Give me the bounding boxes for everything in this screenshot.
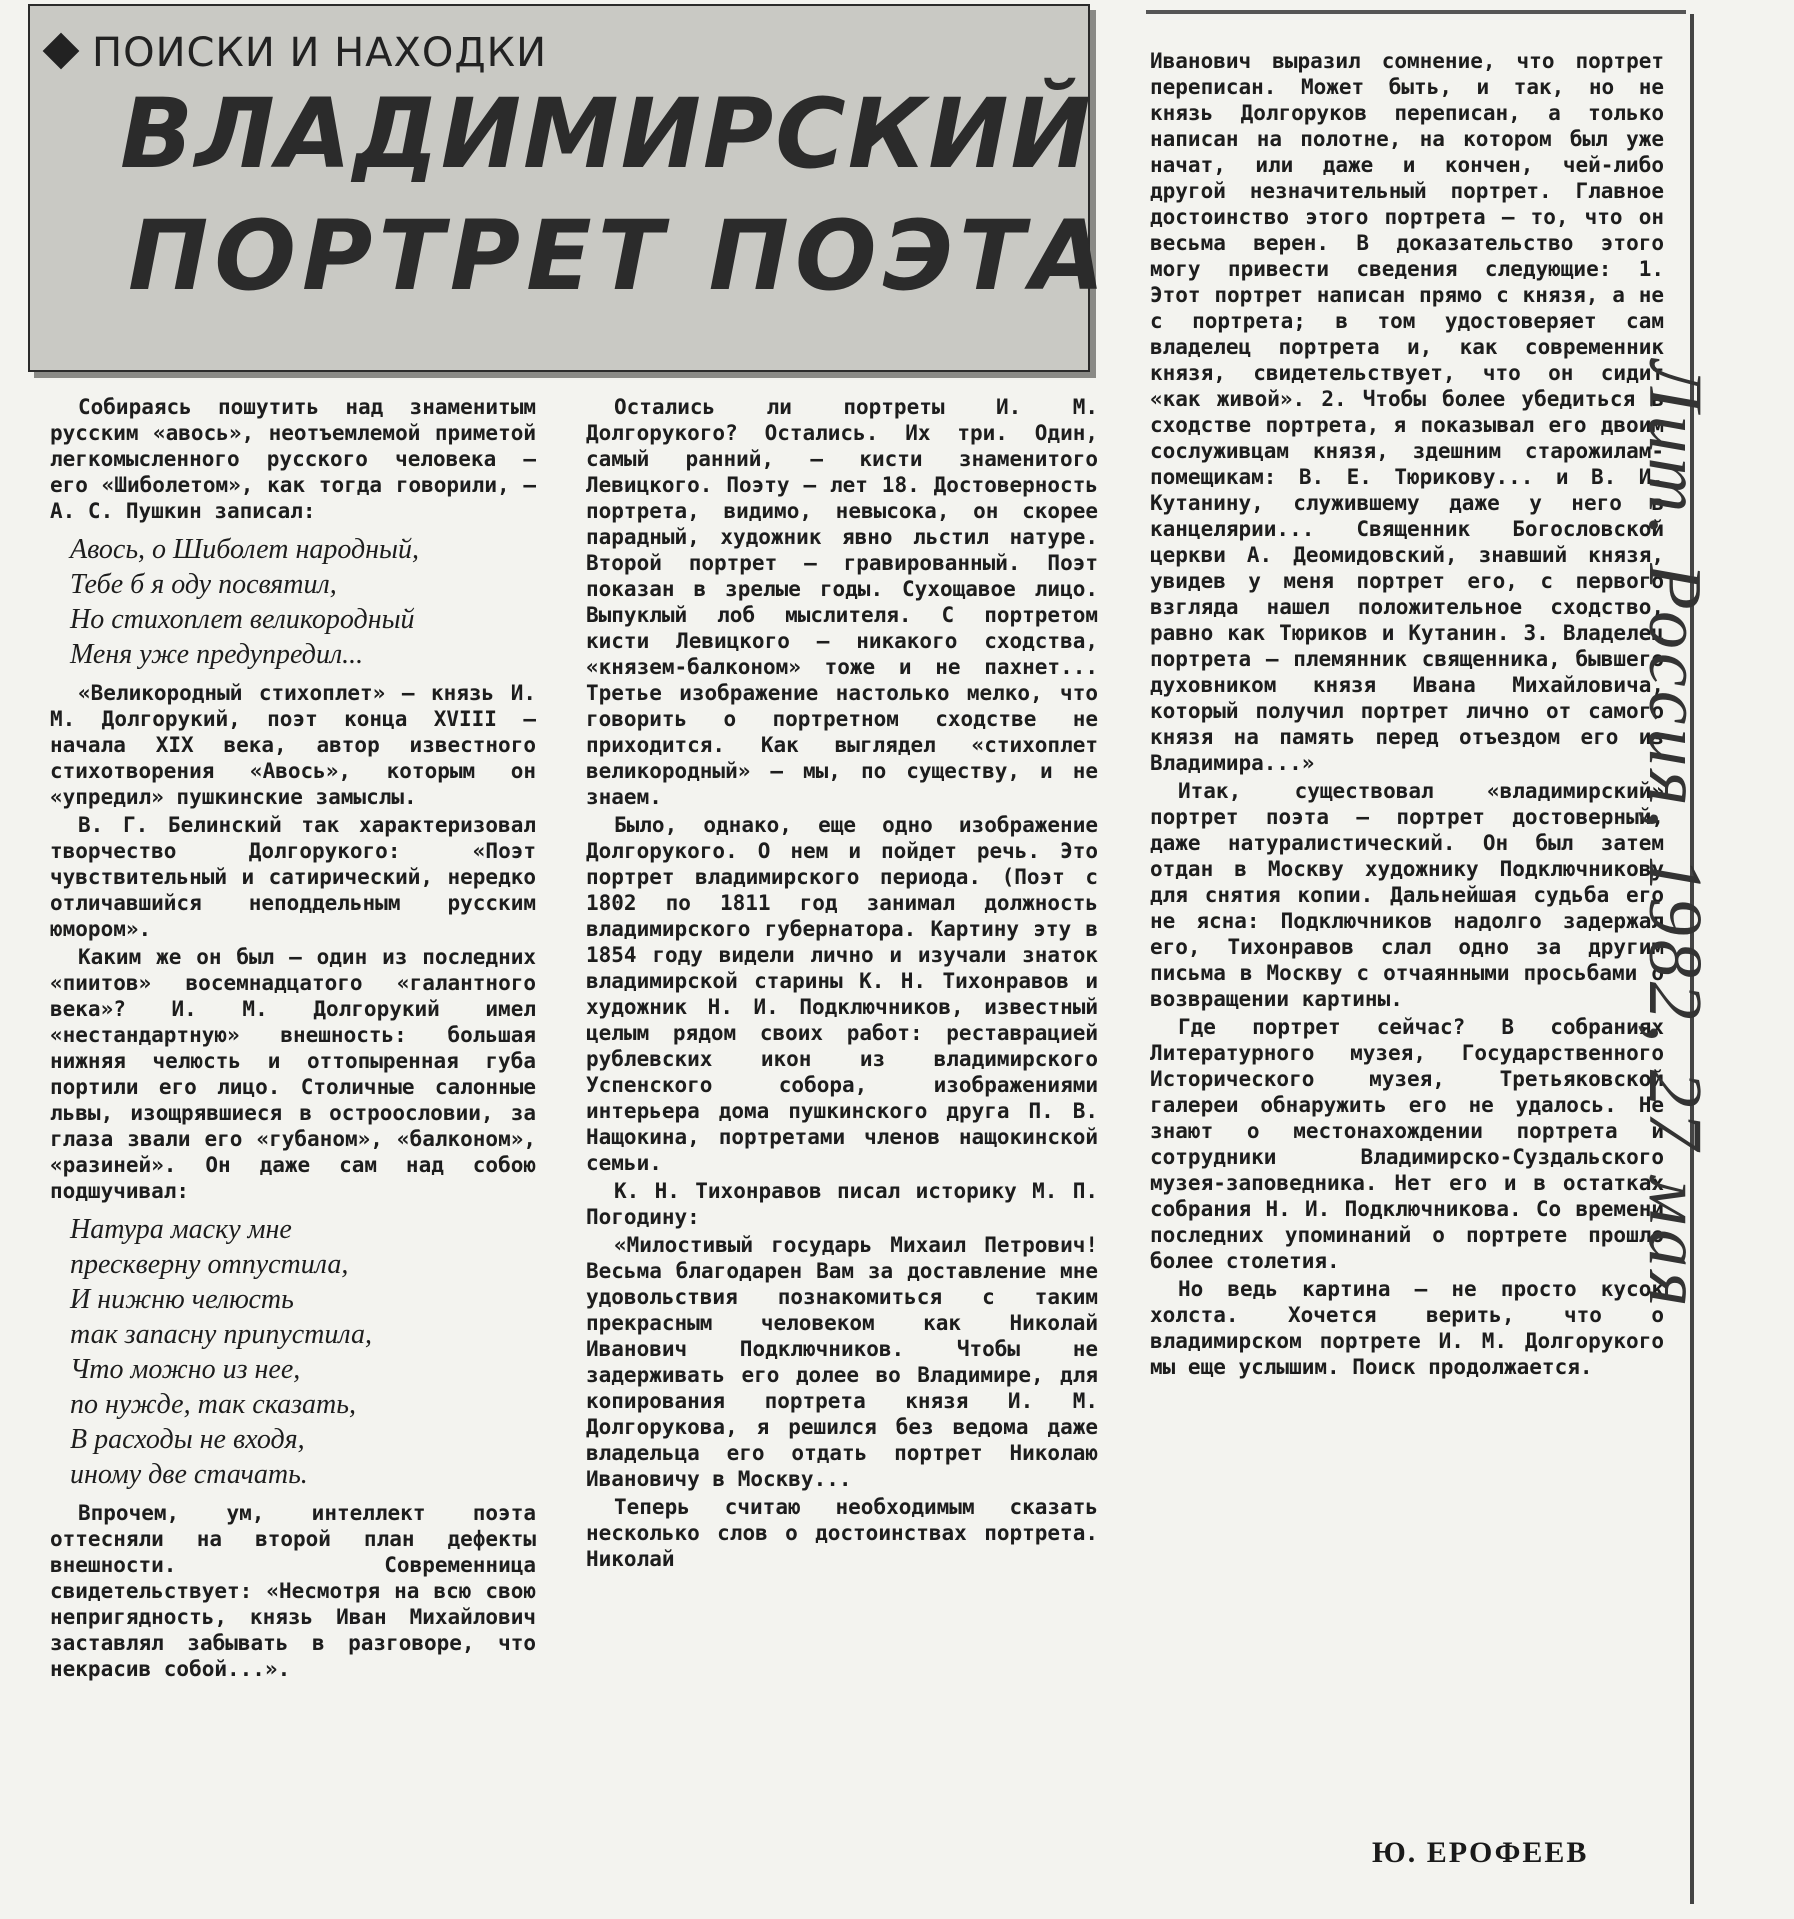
rubric bbox=[48, 30, 547, 76]
headline-line1: ВЛАДИМИРСКИЙ bbox=[120, 78, 1093, 190]
paragraph: Теперь считаю необходимым сказать несколько слов о достоинствах портрета. Николай bbox=[586, 1495, 1098, 1571]
paragraph: В. Г. Белинский так характеризовал творчество Долгорукого: «Поэт чувствительный и сатирический, нередко отличавшийся неподдельным русским юмором». bbox=[50, 813, 536, 941]
paragraph: Впрочем, ум, интеллект поэта оттесняли на второй план дефекты внешности. Современница свидетельствует: «Несмотря на всю свою непригядность, князь Иван Михайлович заставлял забывать в разговоре, что некрасив собой...». bbox=[50, 1501, 536, 1681]
paragraph: Где портрет сейчас? В собраниях Литературного музея, Государственного Исторического музея, Третьяковской галереи обнаружить его не удалось. Не знают о местонахождении портрета и сотрудники Владимирско-Суздальского музея-заповедника. Нет его и в остатках собрания Н. И. Подключникова. Со времени последних упоминаний о портрете прошло более столетия. bbox=[1150, 1015, 1664, 1273]
rubric-text: ПОИСКИ И НАХОДКИ bbox=[92, 30, 547, 76]
paragraph: Иванович выразил сомнение, что портрет переписан. Может быть, и так, но не князь Долгоруков переписан, а только написан на полотне, на котором был уже начат, или даже и кончен, чей-либо другой незначительный портрет. Главное достоинство этого портрета — то, что он весьма верен. В доказательство этого могу привести сведения следующие: 1. Этот портрет написан прямо с князя, а не с портрета; в том удостоверяет сам владелец портрета и, как современник князя, свидетельствует, что он сидит «как живой». 2. Чтобы более убедиться в сходстве портрета, я показывал его двоим сослуживцам князя, здешним старожилам-помещикам: В. Е. Тюрикову... и В. И. Кутанину, служившему даже у него в канцелярии... Священник Богословской церкви А. Деомидовский, знавший князя, увидев у меня портрет его, с первого взгляда нашел положительное сходство, равно как Тюриков и Кутанин. 3. Владелец портрета — племянник священника, бывшего духовником князя Ивана Михайловича, который получил портрет лично от самого князя на память перед отъездом его из Владимира...» bbox=[1150, 49, 1664, 775]
column-1 bbox=[50, 394, 536, 1684]
top-rule bbox=[1146, 10, 1686, 14]
paragraph: Было, однако, еще одно изображение Долгорукого. О нем и пойдет речь. Это портрет владимирского периода. (Поэт с 1802 по 1811 год занимал должность владимирского губернатора. Картину эту в 1854 году видели лично и изучали знаток владимирской старины К. Н. Тихонравов и художник Н. И. Подключников, известный целым рядом своих работ: реставрацией рублевских икон из владимирского Успенского собора, изображениями интерьера дома пушкинского друга П. В. Нащокина, портретами членов нащокинской семьи. bbox=[586, 813, 1098, 1175]
paragraph: «Великородный стихоплет» — князь И. М. Долгорукий, поэт конца XVIII — начала XIX века, автор известного стихотворения «Авось», которым он «упредил» пушкинские замыслы. bbox=[50, 681, 536, 809]
verse: Авось, о Шиболет народный, Тебе б я оду посвятил, Но стихоплет великородный Меня уже предупредил... bbox=[70, 534, 420, 670]
paragraph: Каким же он был — один из последних «пиитов» восемнадцатого «галантного века»? И. М. Долгорукий имел «нестандартную» внешность: большая нижняя челюсть и оттопыренная губа портили его лицо. Столичные салонные львы, изощрявшиеся в остроословии, за глаза звали его «губаном», «балконом», «разиней». Он даже сам над собою подшучивал: bbox=[50, 945, 536, 1203]
paragraph: «Милостивый государь Михаил Петрович! Весьма благодарен Вам за доставление мне удовольствия познакомиться с таким прекрасным человеком как Николай Иванович Подключников. Чтобы не задерживать его долее во Владимире, для копирования портрета князя И. М. Долгорукова, я решился без ведома даже владельца его отдать портрет Николаю Ивановичу в Москву... bbox=[586, 1233, 1098, 1491]
column-3 bbox=[1150, 48, 1664, 1382]
author-signature: Ю. ЕРОФЕЕВ bbox=[1372, 1836, 1589, 1869]
paragraph: Но ведь картина — не просто кусок холста. Хочется верить, что о владимирском портрете И. М. Долгорукого мы еще услышим. Поиск продолжается. bbox=[1150, 1277, 1664, 1379]
annotation-text: Лит. Россия, 1982, 27 мая bbox=[1633, 360, 1717, 1311]
paragraph: Собираясь пошутить над знаменитым русским «авось», неотъемлемой приметой легкомысленного русского человека — его «Шиболетом», как тогда говорили, — А. С. Пушкин записал: bbox=[50, 395, 536, 523]
verse: Натура маску мне прескверну отпустила, И нижню челюсть так запасну припустила, Что можно из нее, по нужде, так сказать, В расходы не входя, иному две стачать. bbox=[70, 1214, 372, 1490]
column-2 bbox=[586, 394, 1098, 1574]
paragraph: К. Н. Тихонравов писал историку М. П. Погодину: bbox=[586, 1179, 1098, 1229]
headline-line2: ПОРТРЕТ ПОЭТА bbox=[128, 200, 1111, 312]
paragraph: Итак, существовал «владимирский» портрет поэта — портрет достоверный, даже натуралистический. Он был затем отдан в Москву художнику Подключникову для снятия копии. Дальнейшая судьба его не ясна: Подключников надолго задержал его, Тихонравов слал одно за другим письма в Москву с отчаянными просьбами о возвращении картины. bbox=[1150, 779, 1664, 1011]
diamond-icon bbox=[43, 33, 80, 70]
paragraph: Остались ли портреты И. М. Долгорукого? Остались. Их три. Один, самый ранний, — кисти знаменитого Левицкого. Поэту — лет 18. Достоверность портрета, видимо, невысока, он скорее парадный, художник явно льстил натуре. Второй портрет — гравированный. Поэт показан в зрелые годы. Сухощавое лицо. Выпуклый лоб мыслителя. С портретом кисти Левицкого — никакого сходства, «князем-балконом» тоже и не пахнет... Третье изображение настолько мелко, что говорить о портретном сходстве не приходится. Как выглядел «стихоплет великородный» — мы, по существу, и не знаем. bbox=[586, 395, 1098, 809]
